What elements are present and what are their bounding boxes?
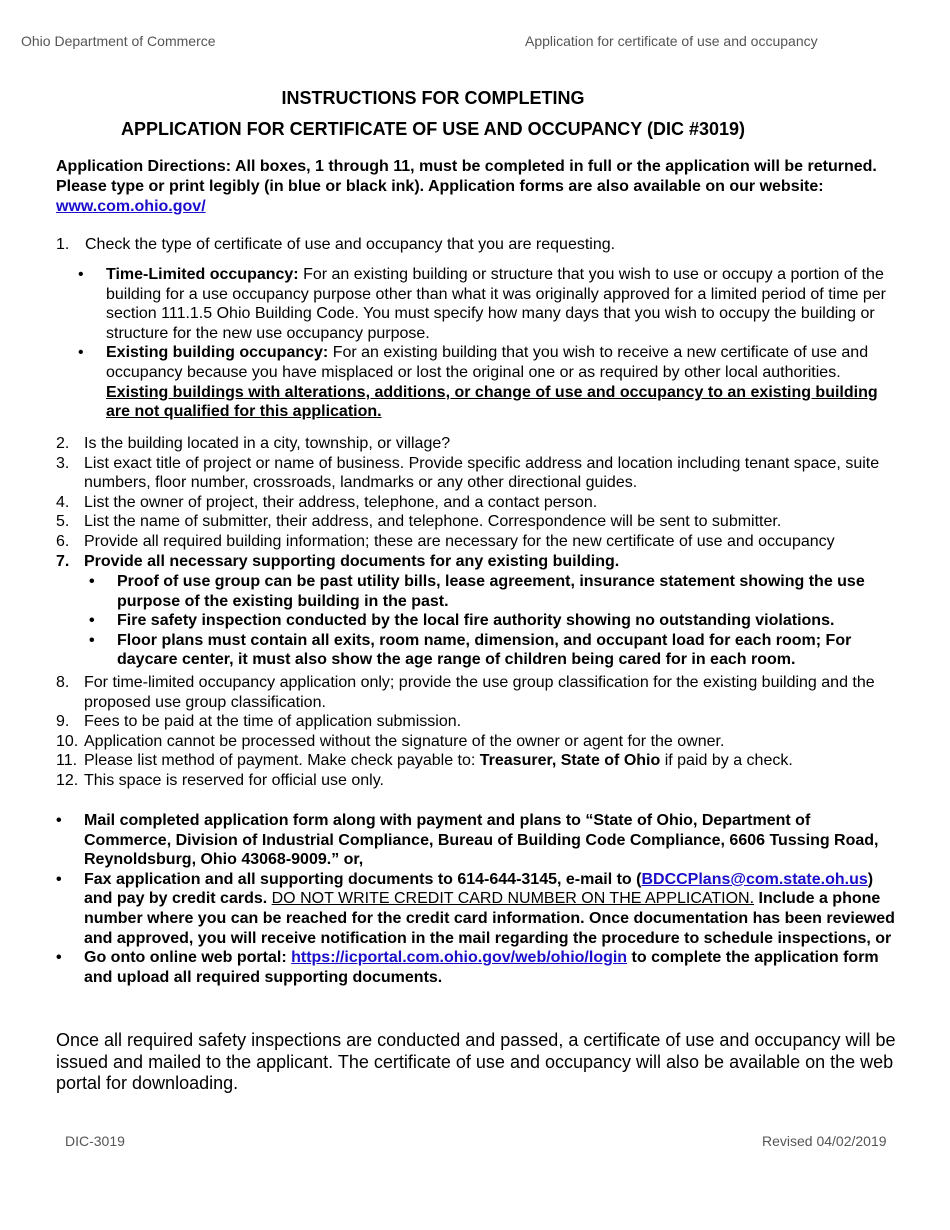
mail-instructions: Mail completed application form along with payment and plans to “State of Ohio, Department of Commerce, Division of Industrial Compliance, Bureau of Building Code Compliance, 6606 Tussing Road, Reynoldsburg, Ohio 43068-9009.” or, — [84, 812, 879, 869]
page-header-right: Application for certificate of use and occupancy — [525, 33, 818, 49]
bullet-text: Floor plans must contain all exits, room name, dimension, and occupant load for each room; For daycare center, it must also show the age range of children being cared for in each room. — [117, 631, 852, 669]
bullet-dot: • — [78, 266, 84, 283]
bullet-text: Fire safety inspection conducted by the local fire authority showing no outstanding violations. — [117, 612, 835, 630]
bullet-text: For an existing building or structure that you wish to use or occupy a portion of the building for a use occupancy purpose other than what it was originally approved for a limited period of time per section 111.1.5 Ohio Building Code. You must specify how many days that you wish to occupy the building or structure for the new use occupancy purpose. — [106, 266, 886, 342]
list-item — [56, 532, 901, 552]
bullet-emphasis: Existing buildings with alterations, additions, or change of use and occupancy to an existing building are not qualified for this application. — [106, 383, 878, 421]
bullet-fire-safety — [89, 611, 889, 631]
list-item — [56, 512, 901, 532]
item-text: Is the building located in a city, township, or village? — [84, 435, 451, 452]
revision-date: Revised 04/02/2019 — [762, 1133, 887, 1149]
list-item — [56, 434, 901, 454]
item-text: Provide all necessary supporting documents for any existing building. — [84, 552, 620, 570]
fax-text: ) and pay by credit cards. — [84, 870, 874, 908]
form-number: DIC-3019 — [65, 1133, 125, 1149]
item-text: List the owner of project, their address, telephone, and a contact person. — [84, 493, 598, 511]
bullet-portal — [56, 948, 896, 987]
list-item — [56, 673, 901, 712]
item-text: List exact title of project or name of business. Provide specific address and location including tenant space, suite numbers, floor number, crossroads, landmarks or any other directional guides. — [84, 454, 880, 492]
item-text: This space is reserved for official use only. — [84, 771, 384, 789]
list-item — [56, 732, 901, 752]
bullet-floor-plans — [89, 631, 889, 670]
bullet-label: Existing building occupancy: — [106, 344, 329, 362]
item-number: 12. — [56, 771, 79, 789]
items-2-to-7 — [56, 434, 901, 571]
item-number: 5. — [56, 513, 70, 531]
item-1-bullets — [78, 265, 898, 422]
title-line-2: APPLICATION FOR CERTIFICATE OF USE AND OCCUPANCY (DIC #3019) — [120, 119, 746, 139]
bullet-existing-building — [78, 343, 898, 421]
website-link[interactable]: www.com.ohio.gov/ — [56, 198, 206, 215]
bullet-mail — [56, 811, 896, 870]
portal-text: Go onto online web portal: — [84, 949, 292, 967]
item-12 — [56, 771, 901, 791]
portal-link[interactable]: https://icportal.com.ohio.gov/web/ohio/login — [291, 949, 628, 967]
item-number: 11. — [56, 752, 78, 770]
item-number: 2. — [56, 435, 70, 452]
item-text: Check the type of certificate of use and occupancy that you are requesting. — [85, 236, 616, 253]
portal-text: to complete the application form and upload all required supporting documents. — [84, 949, 879, 986]
bullet-dot: • — [89, 573, 95, 590]
item-number: 3. — [56, 454, 70, 472]
item-number: 10. — [56, 732, 79, 750]
item-text: List the name of submitter, their address, and telephone. Correspondence will be sent to submitter. — [84, 513, 782, 531]
list-item — [56, 493, 901, 513]
bullet-dot: • — [56, 870, 62, 888]
items-8-to-12 — [56, 673, 901, 791]
item-7-bullets — [89, 572, 889, 670]
payee: Treasurer, State of Ohio — [479, 752, 661, 770]
item-text: Provide all required building information; these are necessary for the new certificate of use and occupancy — [84, 532, 835, 550]
email-link[interactable]: BDCCPlans@com.state.oh.us — [641, 870, 868, 888]
list-item — [56, 454, 901, 493]
directions-text: Application Directions: All boxes, 1 through 11, must be completed in full or the application will be returned. Please type or print legibly (in blue or black ink). Application forms are also available on our website: — [56, 158, 877, 195]
item-text: Please list method of payment. Make check payable to: — [84, 752, 480, 770]
item-number: 7. — [56, 552, 70, 570]
application-directions — [56, 157, 896, 217]
item-number: 8. — [56, 674, 70, 691]
bullet-text: For an existing building that you wish to receive a new certificate of use and occupancy because you have misplaced or lost the original one or as required by other local authorities. — [106, 344, 869, 381]
item-number: 4. — [56, 493, 70, 511]
bullet-text: Proof of use group can be past utility bills, lease agreement, insurance statement showing the use purpose of the existing building in the past. — [117, 573, 865, 610]
item-text-tail: if paid by a check. — [660, 752, 793, 770]
bullet-dot: • — [56, 812, 62, 829]
closing-paragraph: Once all required safety inspections are conducted and passed, a certificate of use and occupancy will be issued and mailed to the applicant. The certificate of use and occupancy will also be available on the web portal for downloading. — [56, 1030, 896, 1093]
bullet-proof-of-use — [89, 572, 889, 611]
item-7 — [56, 552, 901, 572]
bullet-dot: • — [78, 344, 84, 362]
fax-text: Include a phone number where you can be reached for the credit card information. Once documentation has been reviewed and approved, you will receive notification in the mail regarding the procedure to schedule inspections, or — [84, 890, 895, 947]
fax-text: Fax application and all supporting documents to 614-644-3145, e-mail to ( — [84, 870, 642, 888]
bullet-time-limited — [78, 265, 898, 343]
credit-card-warning: DO NOT WRITE CREDIT CARD NUMBER ON THE APPLICATION. — [271, 890, 755, 908]
item-text: Fees to be paid at the time of application submission. — [84, 713, 462, 731]
item-1 — [56, 235, 901, 255]
item-text: Application cannot be processed without the signature of the owner or agent for the owner. — [84, 732, 725, 750]
bullet-dot: • — [56, 949, 62, 967]
page-header-left: Ohio Department of Commerce — [21, 33, 216, 49]
bullet-dot: • — [89, 612, 95, 630]
bullet-fax — [56, 870, 896, 948]
submission-options — [56, 811, 896, 987]
title-line-1: INSTRUCTIONS FOR COMPLETING — [281, 88, 585, 108]
bullet-dot: • — [89, 631, 95, 649]
bullet-label: Time-Limited occupancy: — [106, 266, 299, 283]
list-item — [56, 712, 901, 732]
item-number: 6. — [56, 532, 70, 550]
item-number: 9. — [56, 713, 70, 731]
item-11 — [56, 751, 901, 771]
item-number: 1. — [56, 236, 70, 253]
item-text: For time-limited occupancy application only; provide the use group classification for the existing building and the proposed use group classification. — [84, 674, 875, 711]
